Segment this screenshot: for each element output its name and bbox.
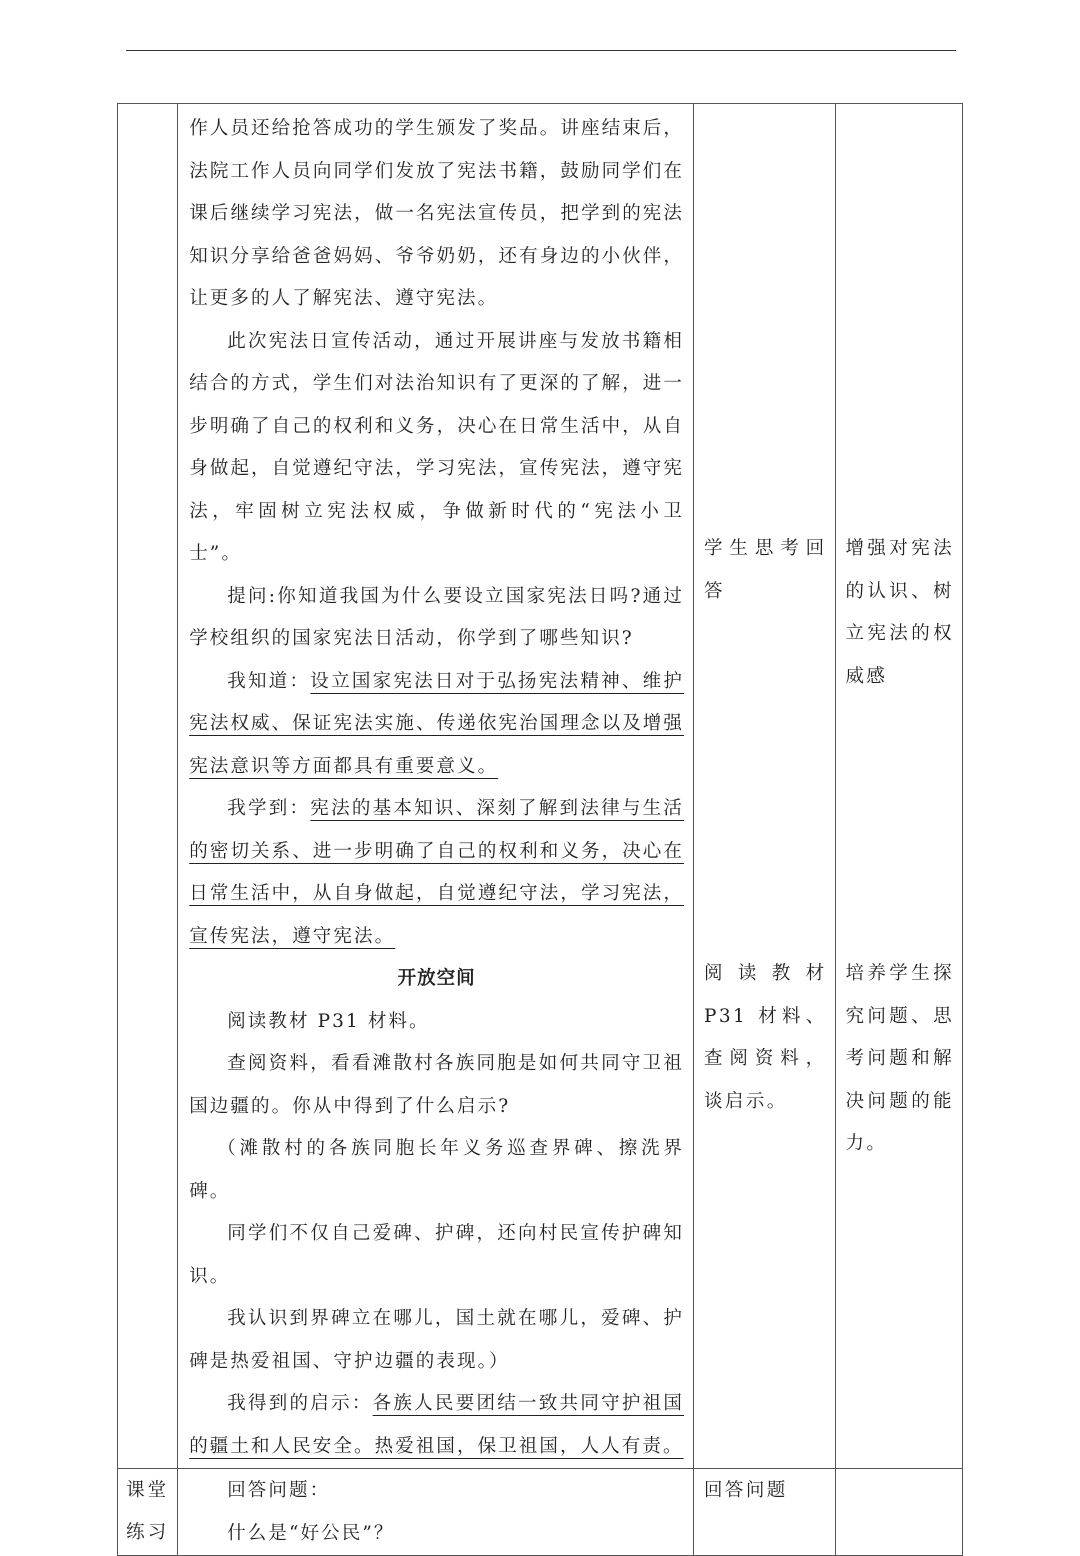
practice-intent-cell bbox=[835, 1469, 962, 1556]
know-answer: 设立国家宪法日对于弘扬宪法精神、维护宪法权威、保证宪法实施、传递依宪治国理念以及增强宪法意识等方面都具有重要意义。 bbox=[189, 670, 685, 777]
read-material-paragraph: 阅读教材 P31 材料。 bbox=[227, 1010, 430, 1032]
insight-paragraph bbox=[189, 1383, 684, 1468]
content-cell bbox=[178, 104, 694, 1469]
practice-label: 课堂练习 bbox=[126, 1480, 170, 1543]
question-paragraph: 提问:你知道我国为什么要设立国家宪法日吗?通过学校组织的国家宪法日活动，你学到了哪些知识? bbox=[189, 585, 685, 649]
ability-intent-text: 培养学生探究问题、思考问题和解决问题的能力。 bbox=[845, 963, 954, 1154]
main-row-label-cell bbox=[118, 104, 178, 1469]
practice-content-cell bbox=[178, 1469, 694, 1556]
practice-row bbox=[118, 1469, 963, 1556]
practice-student-activity-cell bbox=[694, 1469, 836, 1556]
constitution-intent-text: 增强对宪法的认识、树立宪法的权威感 bbox=[845, 538, 954, 687]
learn-paragraph bbox=[189, 788, 684, 958]
know-label: 我知道： bbox=[227, 670, 311, 692]
practice-prompt: 回答问题： bbox=[227, 1480, 331, 1501]
practice-label-cell bbox=[118, 1469, 178, 1556]
note-paragraph-1: （滩散村的各族同胞长年义务巡查界碑、擦洗界碑。 bbox=[189, 1138, 685, 1202]
student-activity-cell bbox=[694, 104, 836, 1469]
main-row bbox=[118, 104, 963, 1469]
practice-question: 什么是“好公民”？ bbox=[227, 1522, 395, 1544]
open-space-title: 开放空间 bbox=[397, 968, 476, 989]
lesson-plan-table bbox=[117, 103, 963, 1556]
insight-label: 我得到的启示： bbox=[227, 1393, 373, 1414]
think-answer-text: 学生思考回答 bbox=[704, 538, 827, 602]
research-prompt-paragraph: 查阅资料，看看滩散村各族同胞是如何共同守卫祖国边疆的。你从中得到了什么启示? bbox=[189, 1053, 685, 1117]
insight-answer: 各族人民要团结一致共同守护祖国的疆土和人民安全。热爱祖国，保卫祖国，人人有责。 bbox=[189, 1393, 685, 1457]
practice-student-activity: 回答问题 bbox=[704, 1480, 788, 1501]
know-paragraph bbox=[189, 661, 684, 789]
learn-label: 我学到： bbox=[227, 798, 311, 819]
learn-answer: 宪法的基本知识、深刻了解到法律与生活的密切关系、进一步明确了自己的权利和义务，决心在日常生活中，从自身做起，自觉遵纪守法，学习宪法，宣传宪法，遵守宪法。 bbox=[189, 798, 685, 947]
read-research-text: 阅读教材 P31 材料、查阅资料，谈启示。 bbox=[704, 963, 827, 1112]
summary-paragraph: 此次宪法日宣传活动，通过开展讲座与发放书籍相结合的方式，学生们对法治知识有了更深的了解，进一步明确了自己的权利和义务，决心在日常生活中，从自身做起，自觉遵纪守法，学习宪法，宣传宪法，遵守宪法，牢固树立宪法权威，争做新时代的“宪法小卫士”。 bbox=[189, 330, 685, 564]
note-paragraph-3: 我认识到界碑立在哪儿，国土就在哪儿，爱碑、护碑是热爱祖国、守护边疆的表现。） bbox=[189, 1308, 685, 1372]
continued-paragraph: 作人员还给抢答成功的学生颁发了奖品。讲座结束后，法院工作人员向同学们发放了宪法书籍，鼓励同学们在课后继续学习宪法，做一名宪法宣传员，把学到的宪法知识分享给爸爸妈妈、爷爷奶奶，还有身边的小伙伴，让更多的人了解宪法、遵守宪法。 bbox=[189, 118, 685, 309]
note-paragraph-2: 同学们不仅自己爱碑、护碑，还向村民宣传护碑知识。 bbox=[189, 1223, 685, 1287]
design-intent-cell bbox=[835, 104, 962, 1469]
header-rule bbox=[126, 50, 956, 51]
